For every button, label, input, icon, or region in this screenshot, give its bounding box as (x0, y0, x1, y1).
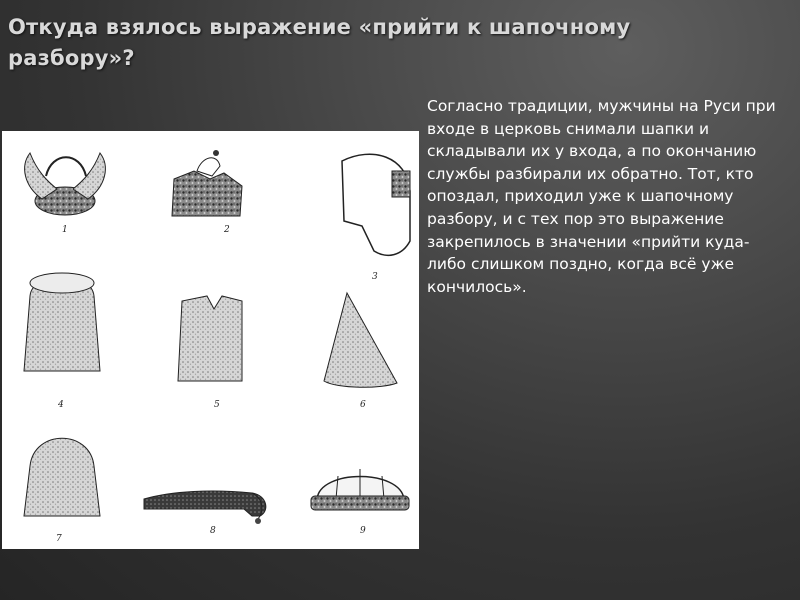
hat-1-figure (25, 153, 106, 215)
hat-3-figure (342, 154, 410, 255)
slide-body-text: Согласно традиции, мужчины на Руси при входе в церковь снимали шапки и складывали их у входа, а по окончанию службы разбирали их обратно. Тот, кто опоздал, приходил уже к шапочному разбору, и с тех пор это выражение закрепилось в значении «прийти куда-либо слишком поздно, когда всё уже кончилось». (427, 97, 776, 296)
hat-2-number: 2 (224, 225, 230, 235)
hat-6-number: 6 (360, 400, 366, 410)
hat-3-number: 3 (372, 272, 378, 282)
hat-9-number: 9 (360, 526, 366, 536)
hat-7-figure (24, 438, 100, 516)
hat-1-number: 1 (62, 225, 68, 235)
hat-5-figure (178, 296, 242, 381)
hats-illustration (2, 131, 419, 549)
hat-4-number: 4 (58, 400, 64, 410)
hat-6-figure (324, 293, 397, 387)
hat-8-figure (144, 491, 266, 524)
hat-5-number: 5 (214, 400, 220, 410)
hat-7-number: 7 (56, 534, 62, 544)
hat-9-figure (311, 469, 409, 510)
hat-4-figure (24, 273, 100, 371)
hat-2-figure (172, 150, 242, 216)
hat-8-number: 8 (210, 526, 216, 536)
slide-title: Откуда взялось выражение «прийти к шапочному разбору»? (8, 15, 631, 70)
